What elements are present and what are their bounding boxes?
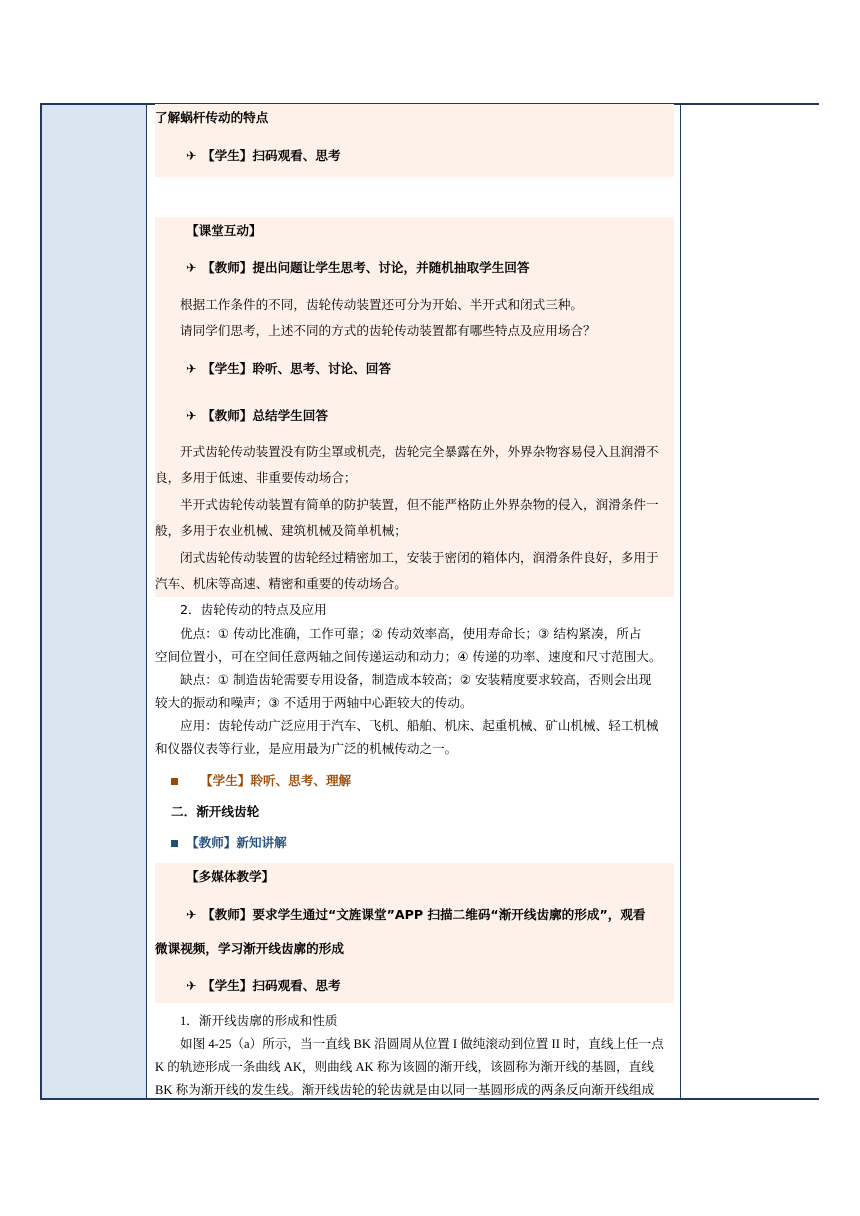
text-line: 缺点：① 制造齿轮需要专用设备，制造成本较高；② 安装精度要求较高，否则会出现 [180,672,652,687]
right-column [680,105,819,1098]
teacher-line: ✈ 【教师】要求学生通过“文旌课堂”APP 扫描二维码“渐开线齿廓的形成”，观看 [186,907,646,922]
teacher-line: ✈ 【教师】总结学生回答 [186,408,328,423]
section-heading: 【多媒体教学】 [186,869,275,884]
airplane-icon: ✈ [186,260,197,275]
text-line: 般，多用于农业机械、建筑机械及简单机械； [155,523,407,538]
text-line: 请同学们思考，上述不同的方式的齿轮传动装置都有哪些特点及应用场合？ [180,323,596,338]
text-line: 较大的振动和噪声；③ 不适用于两轴中心距较大的传动。 [155,695,473,710]
student-line: ✈ 【学生】扫码观看、思考 [186,148,341,163]
airplane-icon: ✈ [186,148,197,163]
teacher-line: 【教师】新知讲解 [186,835,287,850]
student-line: ✈ 【学生】扫码观看、思考 [186,978,341,993]
text-line: 了解蜗杆传动的特点 [155,110,269,125]
text-line: 良，多用于低速、非重要传动场合； [155,470,357,485]
text-line: 根据工作条件的不同，齿轮传动装置还可分为开始、半开式和闭式三种。 [180,297,583,312]
text-line: 空间位置小，可在空间任意两轴之间传递运动和动力；④ 传递的功率、速度和尺寸范围大。 [155,649,662,664]
square-bullet-icon [171,840,178,847]
text-line: 微课视频，学习渐开线齿廓的形成 [155,941,344,956]
airplane-icon: ✈ [186,408,197,423]
text-line: 优点：① 传动比准确，工作可靠；② 传动效率高，使用寿命长；③ 结构紧凑，所占 [180,626,642,641]
text-line: 半开式齿轮传动装置有简单的防护装置，但不能严格防止外界杂物的侵入，润滑条件一 [180,497,659,512]
student-line: ✈ 【学生】聆听、思考、讨论、回答 [186,361,391,376]
airplane-icon: ✈ [186,907,197,922]
square-bullet-icon [171,778,178,785]
text-line: BK 称为渐开线的发生线。渐开线齿轮的轮齿就是由以同一基圆形成的两条反向渐开线组成 [155,1083,655,1097]
section-heading: 二．渐开线齿轮 [171,804,260,819]
text-line: 应用：齿轮传动广泛应用于汽车、飞机、船舶、机床、起重机械、矿山机械、轻工机械 [180,718,659,733]
section-heading: 【课堂互动】 [186,223,262,238]
text-line: 2．齿轮传动的特点及应用 [180,602,327,617]
text-line: K 的轨迹形成一条曲线 AK，则曲线 AK 称为该圆的渐开线，该圆称为渐开线的基圆，直线 [155,1060,654,1074]
text-line: 1．渐开线齿廓的形成和性质 [180,1014,338,1028]
text-line: 如图 4-25（a）所示，当一直线 BK 沿圆周从位置 I 做纯滚动到位置 II 时，直线上任一点 [180,1037,664,1051]
text-line: 开式齿轮传动装置没有防尘罩或机壳，齿轮完全暴露在外，外界杂物容易侵入且润滑不 [180,444,659,459]
text-line: 和仪器仪表等行业，是应用最为广泛的机械传动之一。 [155,741,458,756]
student-line: 【学生】聆听、思考、理解 [200,773,352,788]
text-line: 闭式齿轮传动装置的齿轮经过精密加工，安装于密闭的箱体内，润滑条件良好，多用于 [180,550,659,565]
text-line: 汽车、机床等高速、精密和重要的传动场合。 [155,576,407,591]
airplane-icon: ✈ [186,361,197,376]
left-column [42,105,147,1098]
airplane-icon: ✈ [186,978,197,993]
teacher-line: ✈ 【教师】提出问题让学生思考、讨论，并随机抽取学生回答 [186,260,530,275]
